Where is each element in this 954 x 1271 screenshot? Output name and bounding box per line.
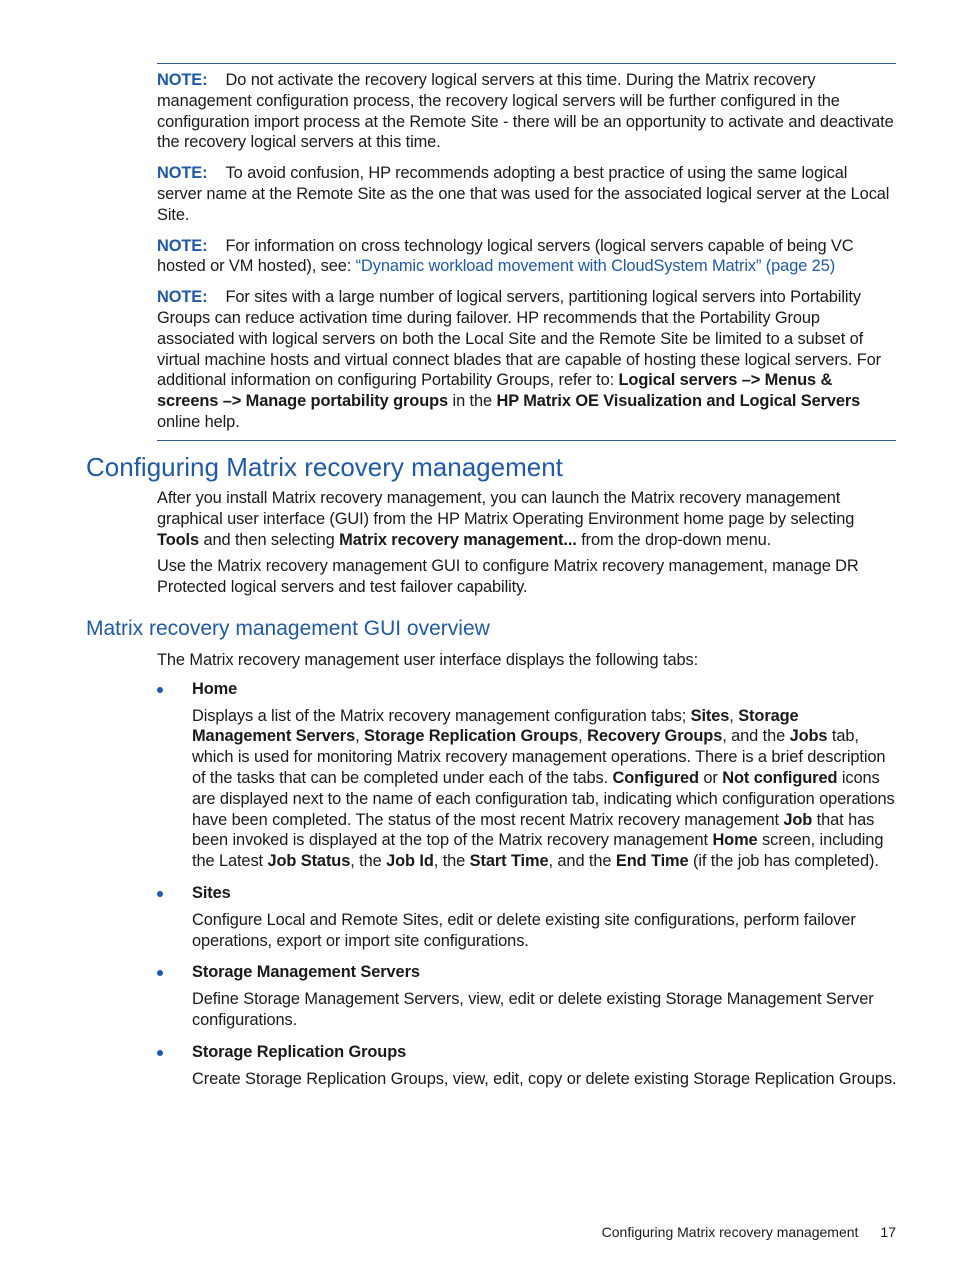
bold-term: HP Matrix OE Visualization and Logical Servers: [496, 392, 861, 411]
section-heading: Configuring Matrix recovery management: [86, 452, 563, 482]
text-run: tab, which is used for monitoring Matrix recovery management operations. There is a brief description of the tasks that can be completed under each of the tabs.: [192, 727, 886, 787]
list-item: [157, 679, 897, 872]
subsection-body: [157, 650, 897, 1100]
note-text: [157, 237, 854, 276]
text-run: For sites with a large number of logical servers, partitioning logical servers into Portability Groups can reduce activation time during failover. HP recommends that the Portability Group associated with logical servers on both the Local Site and the Remote Site be limited to a subset of virtual machine hosts and virtual connect blades that are capable of hosting these logical servers. For additional information on configuring Portability Groups, refer to:: [157, 288, 882, 390]
text-run: , and the: [548, 852, 616, 871]
text-run: Do not activate the recovery logical servers at this time. During the Matrix recovery management configuration process, the recovery logical servers will be further configured in the configuration import process at the Remote Site - there will be an opportunity to activate and deactivate the recovery logical servers at this time.: [157, 71, 894, 152]
text-run: , and the: [722, 727, 790, 746]
bold-term: Start Time: [469, 852, 549, 871]
bold-term: End Time: [615, 852, 689, 871]
bold-term: Logical servers –> Menus & screens –> Manage portability groups: [157, 371, 833, 411]
text-run: icons are displayed next to the name of each configuration tab, indicating which configuration operations have been completed. The status of the most recent Matrix recovery management: [192, 768, 895, 829]
text-run: in the: [448, 392, 497, 411]
note: [157, 163, 896, 225]
text-run: ,: [729, 706, 739, 725]
footer-section-title: Configuring Matrix recovery management: [601, 1224, 859, 1240]
list-item: [157, 962, 897, 1030]
note: [157, 236, 896, 278]
bullet-icon: [157, 1050, 163, 1056]
list-item-title: Sites: [192, 883, 231, 902]
intro-paragraph: The Matrix recovery management user interface displays the following tabs:: [157, 651, 699, 669]
bold-term: Matrix recovery management...: [339, 530, 577, 549]
text-run: (if the job has completed).: [688, 852, 879, 871]
text-run: ,: [355, 727, 365, 746]
bold-term: Home: [712, 831, 758, 850]
list-item-description: [192, 706, 897, 872]
bold-term: Job: [783, 810, 813, 829]
text-run: After you install Matrix recovery management, you can launch the Matrix recovery management graphical user interface (GUI) from the HP Matrix Operating Environment home page by selecting: [157, 489, 855, 528]
text-run: Use the Matrix recovery management GUI to configure Matrix recovery management, manage DR Protected logical servers and test failover capability.: [157, 557, 859, 597]
bold-term: Configured: [612, 768, 699, 787]
list-item-description: [192, 910, 897, 952]
bold-term: Tools: [157, 530, 199, 549]
text-run: , the: [433, 852, 470, 871]
list-item-description: [192, 1069, 897, 1090]
list-item-description: [192, 989, 897, 1031]
bold-term: Recovery Groups: [587, 727, 723, 746]
list-item-title: Storage Management Servers: [192, 963, 420, 982]
bold-term: Job Id: [386, 852, 434, 871]
notes-box: [157, 63, 896, 441]
note: [157, 70, 896, 153]
list-item-title: Home: [192, 679, 238, 698]
tab-list: [157, 679, 897, 1090]
text-run: and then selecting: [199, 530, 340, 549]
page-number: 17: [880, 1224, 896, 1240]
bold-term: Job Status: [267, 852, 351, 871]
text-run: , the: [350, 852, 387, 871]
note-text: [157, 164, 889, 224]
bold-term: Storage Replication Groups: [364, 727, 579, 746]
text-run: screen, including the Latest: [192, 831, 884, 871]
paragraph: [157, 488, 897, 550]
subsection-heading: Matrix recovery management GUI overview: [86, 617, 490, 640]
note-label: NOTE:: [157, 288, 208, 307]
bold-term: Sites: [690, 706, 730, 725]
list-item-title: Storage Replication Groups: [192, 1042, 407, 1061]
note-label: NOTE:: [157, 236, 208, 255]
bold-term: Not configured: [722, 768, 838, 787]
bold-term: Storage Management Servers: [192, 706, 799, 746]
bullet-icon: [157, 970, 163, 976]
text-run: Create Storage Replication Groups, view, edit, copy or delete existing Storage Replication Groups.: [192, 1069, 897, 1088]
text-run: Displays a list of the Matrix recovery management configuration tabs;: [192, 706, 691, 725]
text-run: from the drop-down menu.: [576, 530, 772, 549]
text-run: For information on cross technology logical servers (logical servers capable of being VC hosted or VM hosted), see:: [157, 236, 854, 276]
list-item: [157, 1042, 897, 1090]
paragraph: [157, 556, 897, 598]
cross-reference-link[interactable]: “Dynamic workload movement with CloudSystem Matrix” (page 25): [355, 257, 836, 276]
note-text: [157, 288, 881, 431]
note-label: NOTE:: [157, 164, 208, 183]
note: [157, 287, 896, 433]
text-run: that has been invoked is displayed at the top of the Matrix recovery management: [192, 810, 875, 850]
text-run: ,: [578, 727, 588, 746]
bold-term: Jobs: [789, 727, 828, 746]
note-label: NOTE:: [157, 71, 208, 89]
text-run: online help.: [157, 412, 240, 431]
text-run: or: [698, 768, 723, 787]
page-footer: [602, 1222, 896, 1242]
section-body: [157, 488, 897, 604]
text-run: Configure Local and Remote Sites, edit or delete existing site configurations, perform failover operations, export or import site configurations.: [192, 910, 856, 950]
text-run: To avoid confusion, HP recommends adopting a best practice of using the same logical server name at the Remote Site as the one that was used for the associated logical server at the Local Site.: [157, 164, 890, 224]
text-run: Define Storage Management Servers, view, edit or delete existing Storage Management Server configurations.: [192, 990, 874, 1029]
bullet-icon: [157, 687, 163, 693]
list-item: [157, 883, 897, 951]
note-text: [157, 71, 894, 151]
bullet-icon: [157, 891, 163, 897]
